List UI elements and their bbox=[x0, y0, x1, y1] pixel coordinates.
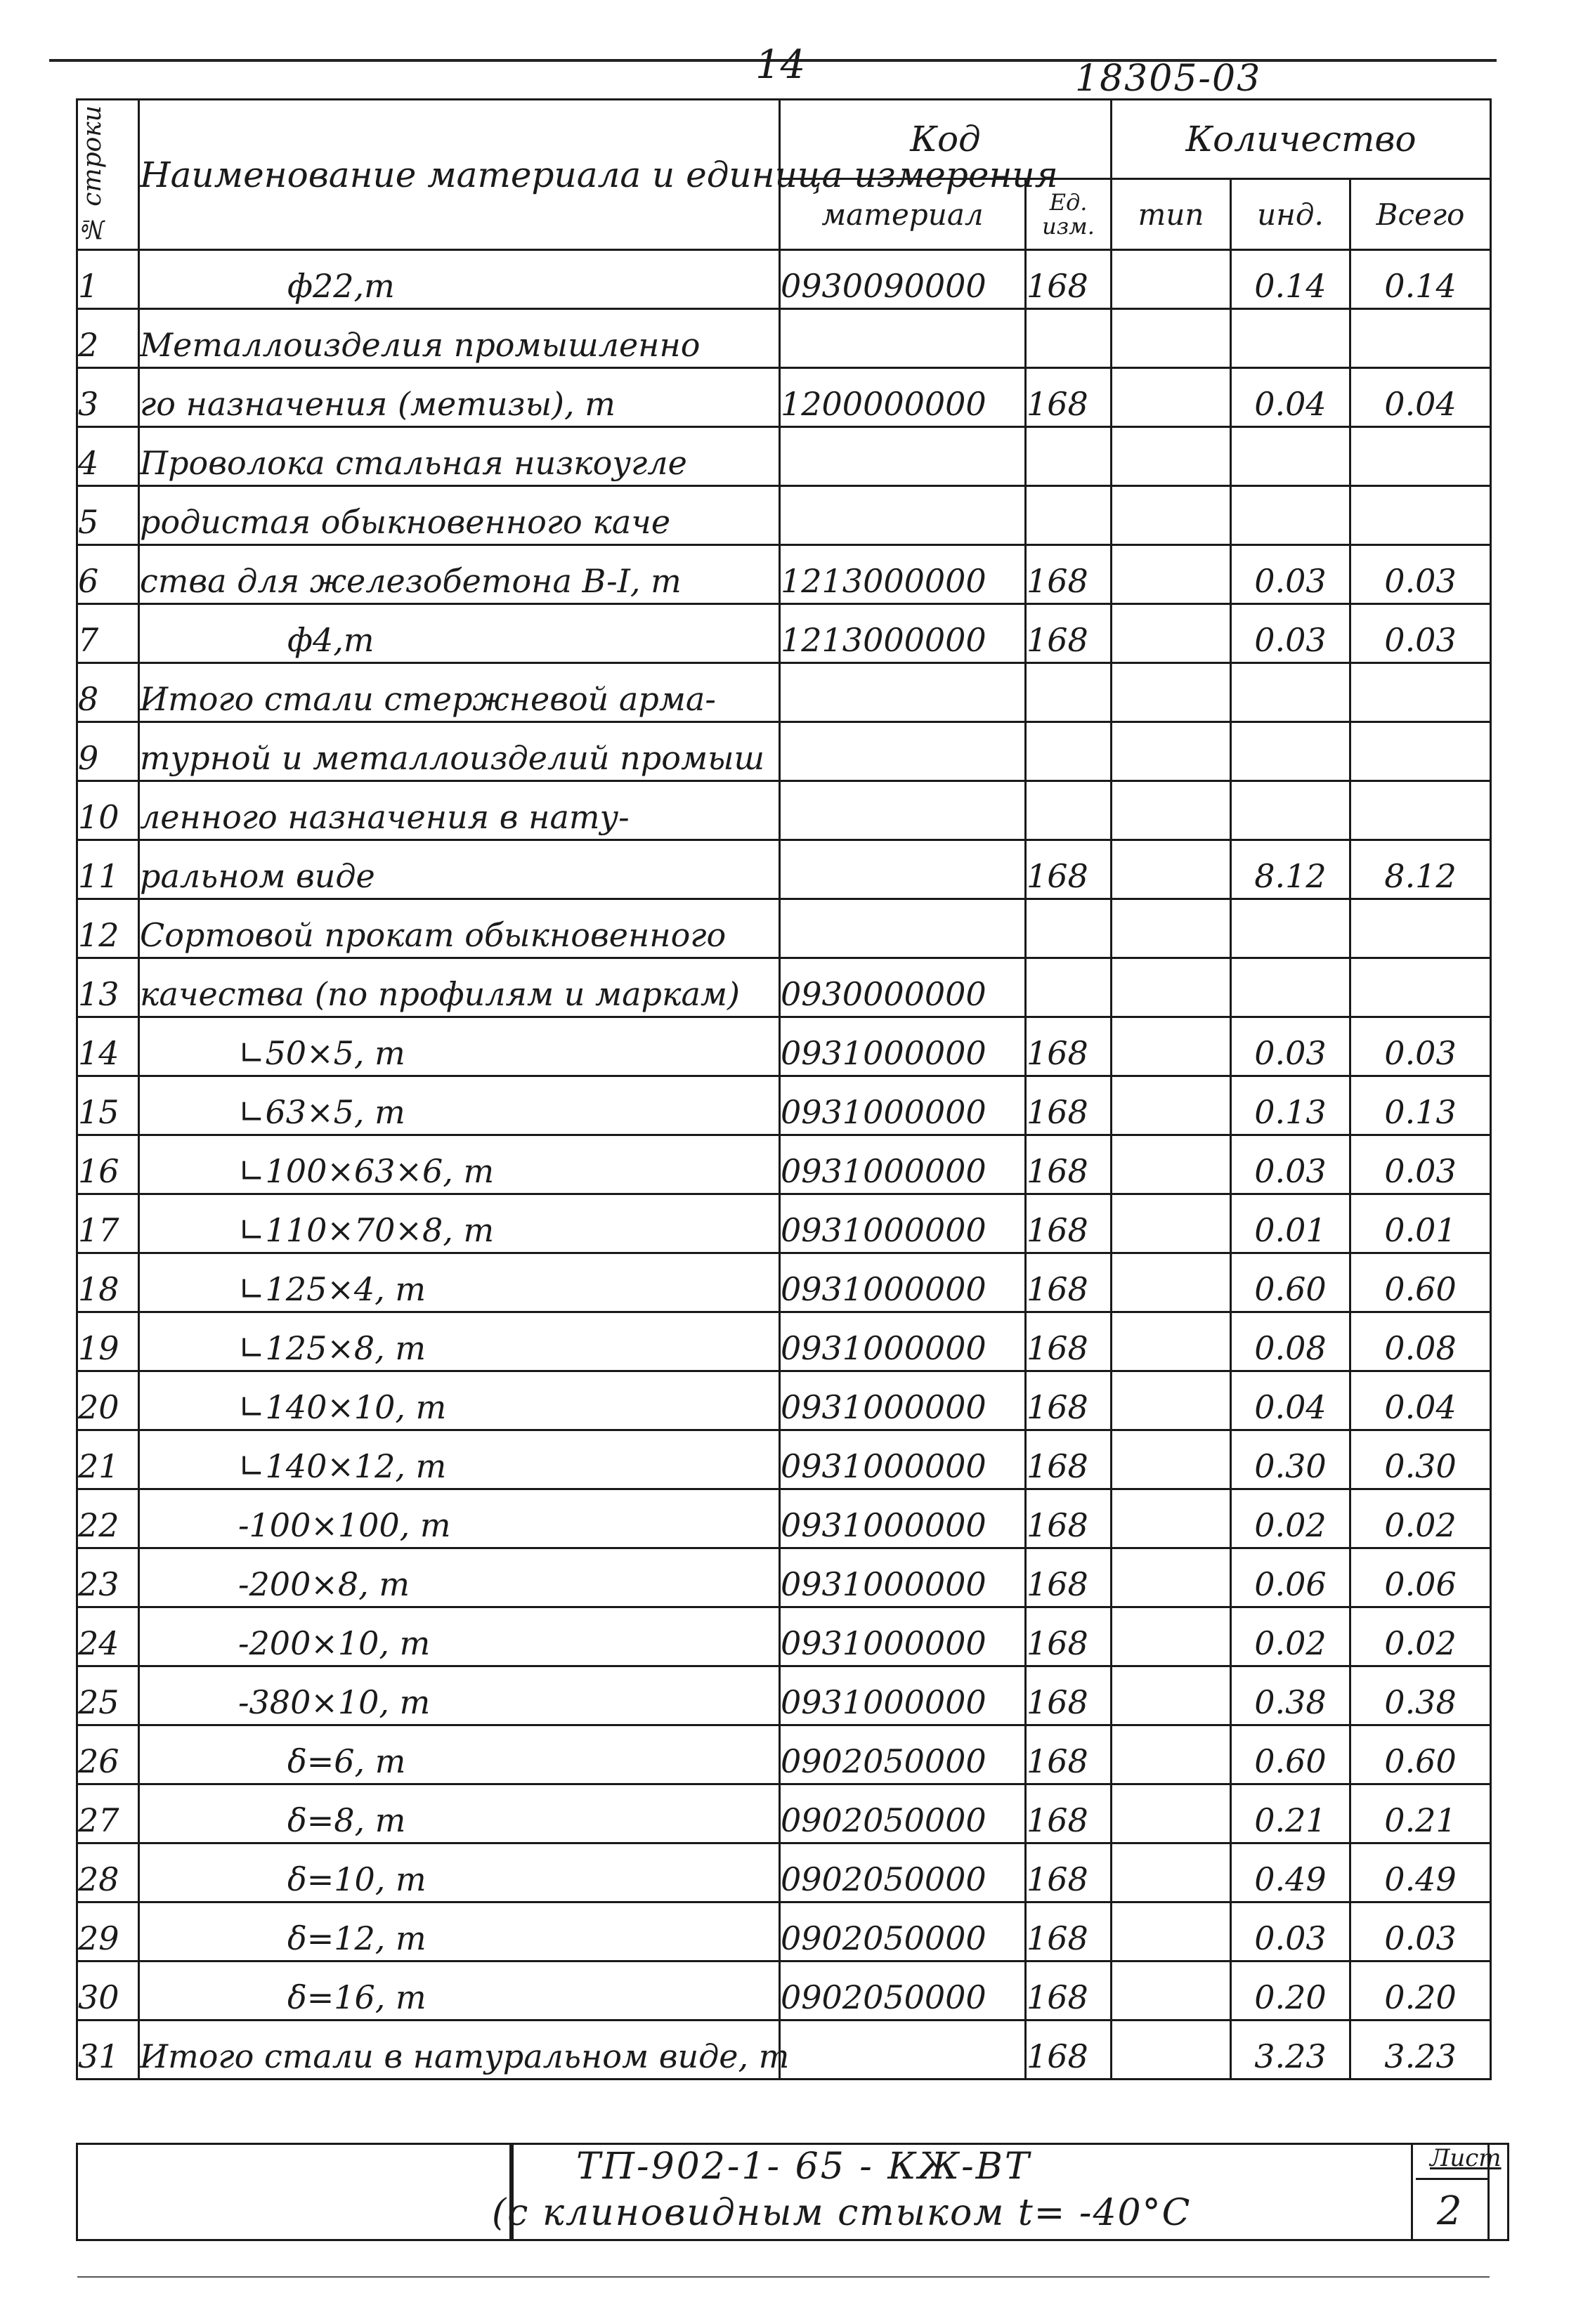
quantity-individual: 0.30 bbox=[1231, 1430, 1350, 1489]
quantity-type bbox=[1112, 486, 1231, 545]
material-name: родистая обыкновенного каче bbox=[139, 486, 780, 545]
table-row bbox=[77, 1194, 1491, 1253]
table-row bbox=[77, 840, 1491, 899]
row-number: 24 bbox=[77, 1607, 139, 1666]
quantity-individual bbox=[1231, 781, 1350, 840]
quantity-individual bbox=[1231, 486, 1350, 545]
quantity-total: 0.03 bbox=[1350, 1135, 1491, 1194]
row-number: 17 bbox=[77, 1194, 139, 1253]
material-code: 0931000000 bbox=[780, 1312, 1026, 1371]
unit-code: 168 bbox=[1026, 1253, 1112, 1312]
quantity-type bbox=[1112, 1194, 1231, 1253]
unit-code: 168 bbox=[1026, 368, 1112, 427]
material-code: 0931000000 bbox=[780, 1076, 1026, 1135]
quantity-total bbox=[1350, 663, 1491, 722]
quantity-individual: 0.02 bbox=[1231, 1607, 1350, 1666]
row-number: 26 bbox=[77, 1725, 139, 1784]
quantity-type bbox=[1112, 722, 1231, 781]
material-name: -200×8, т bbox=[139, 1548, 780, 1607]
quantity-individual: 0.60 bbox=[1231, 1253, 1350, 1312]
quantity-total: 0.01 bbox=[1350, 1194, 1491, 1253]
table-row bbox=[77, 1902, 1491, 1961]
material-name: ∟140×10, т bbox=[139, 1371, 780, 1430]
quantity-individual: 0.08 bbox=[1231, 1312, 1350, 1371]
unit-code bbox=[1026, 663, 1112, 722]
quantity-total bbox=[1350, 899, 1491, 958]
quantity-individual: 0.20 bbox=[1231, 1961, 1350, 2021]
table-row bbox=[77, 427, 1491, 486]
row-number: 1 bbox=[77, 250, 139, 309]
material-code: 0931000000 bbox=[780, 1489, 1026, 1548]
quantity-total bbox=[1350, 309, 1491, 368]
row-number: 20 bbox=[77, 1371, 139, 1430]
material-code: 1200000000 bbox=[780, 368, 1026, 427]
quantity-total: 0.04 bbox=[1350, 368, 1491, 427]
quantity-individual bbox=[1231, 899, 1350, 958]
row-number: 15 bbox=[77, 1076, 139, 1135]
material-name: ∟125×4, т bbox=[139, 1253, 780, 1312]
table-row bbox=[77, 2021, 1491, 2080]
document-code: 18305-03 bbox=[1075, 58, 1262, 100]
unit-code: 168 bbox=[1026, 1076, 1112, 1135]
unit-code bbox=[1026, 899, 1112, 958]
material-code: 0931000000 bbox=[780, 1194, 1026, 1253]
material-name: ∟125×8, т bbox=[139, 1312, 780, 1371]
unit-code: 168 bbox=[1026, 1666, 1112, 1725]
quantity-total: 0.02 bbox=[1350, 1489, 1491, 1548]
row-number: 27 bbox=[77, 1784, 139, 1843]
quantity-type bbox=[1112, 2021, 1231, 2080]
quantity-individual: 0.38 bbox=[1231, 1666, 1350, 1725]
material-code: 0931000000 bbox=[780, 1371, 1026, 1430]
row-number: 22 bbox=[77, 1489, 139, 1548]
quantity-type bbox=[1112, 840, 1231, 899]
table-row bbox=[77, 368, 1491, 427]
material-code: 0902050000 bbox=[780, 1902, 1026, 1961]
quantity-total bbox=[1350, 958, 1491, 1017]
quantity-total: 0.38 bbox=[1350, 1666, 1491, 1725]
row-number: 7 bbox=[77, 604, 139, 663]
quantity-header: Количество bbox=[1112, 100, 1491, 179]
material-name: -380×10, т bbox=[139, 1666, 780, 1725]
material-name: -200×10, т bbox=[139, 1607, 780, 1666]
material-code bbox=[780, 486, 1026, 545]
material-code: 1213000000 bbox=[780, 545, 1026, 604]
table-row bbox=[77, 309, 1491, 368]
table-row bbox=[77, 1312, 1491, 1371]
bottom-rule bbox=[77, 2276, 1490, 2278]
row-number: 30 bbox=[77, 1961, 139, 2021]
quantity-type bbox=[1112, 427, 1231, 486]
unit-code: 168 bbox=[1026, 1961, 1112, 2021]
unit-code: 168 bbox=[1026, 1312, 1112, 1371]
table-row bbox=[77, 1076, 1491, 1135]
quantity-individual: 0.49 bbox=[1231, 1843, 1350, 1902]
material-code: 0931000000 bbox=[780, 1548, 1026, 1607]
material-code bbox=[780, 840, 1026, 899]
quantity-individual: 0.03 bbox=[1231, 1902, 1350, 1961]
material-code: 0931000000 bbox=[780, 1135, 1026, 1194]
unit-code: 168 bbox=[1026, 1902, 1112, 1961]
unit-code: 168 bbox=[1026, 1489, 1112, 1548]
quantity-type bbox=[1112, 663, 1231, 722]
row-number-header: № строки bbox=[77, 100, 139, 250]
material-code: 0931000000 bbox=[780, 1253, 1026, 1312]
row-number: 11 bbox=[77, 840, 139, 899]
row-number: 21 bbox=[77, 1430, 139, 1489]
table-body bbox=[77, 250, 1491, 2080]
unit-code bbox=[1026, 427, 1112, 486]
quantity-individual: 0.01 bbox=[1231, 1194, 1350, 1253]
quantity-type bbox=[1112, 368, 1231, 427]
material-code: 0931000000 bbox=[780, 1430, 1026, 1489]
title-block-left bbox=[76, 2143, 512, 2241]
table-row bbox=[77, 545, 1491, 604]
table-row bbox=[77, 1843, 1491, 1902]
row-number: 6 bbox=[77, 545, 139, 604]
quantity-type bbox=[1112, 1784, 1231, 1843]
table-row bbox=[77, 722, 1491, 781]
quantity-individual: 3.23 bbox=[1231, 2021, 1350, 2080]
material-name: Итого стали стержневой арма- bbox=[139, 663, 780, 722]
material-code bbox=[780, 663, 1026, 722]
unit-code: 168 bbox=[1026, 840, 1112, 899]
quantity-type bbox=[1112, 1430, 1231, 1489]
quantity-type bbox=[1112, 1548, 1231, 1607]
type-header: тип bbox=[1112, 179, 1231, 250]
unit-code: 168 bbox=[1026, 1017, 1112, 1076]
quantity-total: 0.60 bbox=[1350, 1725, 1491, 1784]
quantity-total: 0.20 bbox=[1350, 1961, 1491, 2021]
quantity-type bbox=[1112, 1076, 1231, 1135]
table-row bbox=[77, 1489, 1491, 1548]
material-name: ф22,т bbox=[139, 250, 780, 309]
material-code: 1213000000 bbox=[780, 604, 1026, 663]
quantity-total: 0.03 bbox=[1350, 1902, 1491, 1961]
unit-code: 168 bbox=[1026, 1430, 1112, 1489]
material-name: ∟100×63×6, т bbox=[139, 1135, 780, 1194]
row-number: 13 bbox=[77, 958, 139, 1017]
unit-code: 168 bbox=[1026, 1371, 1112, 1430]
material-code bbox=[780, 899, 1026, 958]
unit-code: 168 bbox=[1026, 1135, 1112, 1194]
quantity-individual: 0.60 bbox=[1231, 1725, 1350, 1784]
row-number: 10 bbox=[77, 781, 139, 840]
quantity-total: 0.03 bbox=[1350, 604, 1491, 663]
material-code: 0931000000 bbox=[780, 1666, 1026, 1725]
quantity-individual: 0.03 bbox=[1231, 1017, 1350, 1076]
quantity-total: 0.30 bbox=[1350, 1430, 1491, 1489]
quantity-type bbox=[1112, 1017, 1231, 1076]
table-row bbox=[77, 1430, 1491, 1489]
unit-code bbox=[1026, 722, 1112, 781]
material-code bbox=[780, 781, 1026, 840]
quantity-individual: 0.02 bbox=[1231, 1489, 1350, 1548]
quantity-total: 0.13 bbox=[1350, 1076, 1491, 1135]
material-code: 0931000000 bbox=[780, 1607, 1026, 1666]
material-code: 0930090000 bbox=[780, 250, 1026, 309]
unit-code: 168 bbox=[1026, 250, 1112, 309]
material-code bbox=[780, 309, 1026, 368]
project-note: (с клиновидным стыком t= -40°С bbox=[492, 2192, 1192, 2234]
quantity-type bbox=[1112, 1253, 1231, 1312]
quantity-individual: 0.04 bbox=[1231, 368, 1350, 427]
quantity-type bbox=[1112, 1843, 1231, 1902]
row-number: 16 bbox=[77, 1135, 139, 1194]
quantity-total: 0.08 bbox=[1350, 1312, 1491, 1371]
quantity-individual bbox=[1231, 309, 1350, 368]
table-row bbox=[77, 1607, 1491, 1666]
material-code bbox=[780, 427, 1026, 486]
row-number: 28 bbox=[77, 1843, 139, 1902]
quantity-total: 0.60 bbox=[1350, 1253, 1491, 1312]
sheet-number: 2 bbox=[1437, 2188, 1462, 2234]
unit-code bbox=[1026, 486, 1112, 545]
row-number: 5 bbox=[77, 486, 139, 545]
quantity-total: 0.49 bbox=[1350, 1843, 1491, 1902]
material-code-header: материал bbox=[780, 179, 1026, 250]
total-header: Всего bbox=[1350, 179, 1491, 250]
row-number: 12 bbox=[77, 899, 139, 958]
sheet-divider bbox=[1416, 2178, 1490, 2180]
material-name: Итого стали в натуральном виде, т bbox=[139, 2021, 780, 2080]
material-code bbox=[780, 2021, 1026, 2080]
table-row bbox=[77, 1135, 1491, 1194]
material-name: ленного назначения в нату- bbox=[139, 781, 780, 840]
quantity-type bbox=[1112, 1607, 1231, 1666]
row-number: 31 bbox=[77, 2021, 139, 2080]
quantity-total: 0.21 bbox=[1350, 1784, 1491, 1843]
quantity-individual bbox=[1231, 722, 1350, 781]
quantity-total: 3.23 bbox=[1350, 2021, 1491, 2080]
material-name: δ=16, т bbox=[139, 1961, 780, 2021]
quantity-individual: 0.04 bbox=[1231, 1371, 1350, 1430]
row-number: 18 bbox=[77, 1253, 139, 1312]
material-name: го назначения (метизы), т bbox=[139, 368, 780, 427]
quantity-total bbox=[1350, 486, 1491, 545]
table-row bbox=[77, 1253, 1491, 1312]
quantity-total: 0.03 bbox=[1350, 545, 1491, 604]
material-name: ∟140×12, т bbox=[139, 1430, 780, 1489]
material-code: 0902050000 bbox=[780, 1961, 1026, 2021]
quantity-type bbox=[1112, 899, 1231, 958]
quantity-total bbox=[1350, 427, 1491, 486]
unit-code: 168 bbox=[1026, 1194, 1112, 1253]
quantity-type bbox=[1112, 1666, 1231, 1725]
quantity-total: 0.06 bbox=[1350, 1548, 1491, 1607]
material-name: ф4,т bbox=[139, 604, 780, 663]
table-row bbox=[77, 486, 1491, 545]
unit-code bbox=[1026, 309, 1112, 368]
quantity-type bbox=[1112, 1961, 1231, 2021]
quantity-total: 0.04 bbox=[1350, 1371, 1491, 1430]
project-code: ТП-902-1- 65 - КЖ-ВТ bbox=[576, 2146, 1031, 2188]
quantity-total: 0.14 bbox=[1350, 250, 1491, 309]
unit-code: 168 bbox=[1026, 1843, 1112, 1902]
table-row bbox=[77, 604, 1491, 663]
material-name: ства для железобетона B-I, т bbox=[139, 545, 780, 604]
quantity-total: 0.03 bbox=[1350, 1017, 1491, 1076]
quantity-total bbox=[1350, 781, 1491, 840]
material-name: δ=8, т bbox=[139, 1784, 780, 1843]
quantity-type bbox=[1112, 545, 1231, 604]
material-code: 0902050000 bbox=[780, 1784, 1026, 1843]
table-row bbox=[77, 1725, 1491, 1784]
row-number: 14 bbox=[77, 1017, 139, 1076]
code-header: Код bbox=[780, 100, 1112, 179]
quantity-individual: 0.03 bbox=[1231, 1135, 1350, 1194]
row-number: 29 bbox=[77, 1902, 139, 1961]
row-number: 3 bbox=[77, 368, 139, 427]
unit-code bbox=[1026, 958, 1112, 1017]
quantity-type bbox=[1112, 1135, 1231, 1194]
row-number: 19 bbox=[77, 1312, 139, 1371]
unit-code: 168 bbox=[1026, 2021, 1112, 2080]
table-row bbox=[77, 958, 1491, 1017]
material-name: δ=10, т bbox=[139, 1843, 780, 1902]
quantity-total: 8.12 bbox=[1350, 840, 1491, 899]
material-code: 0902050000 bbox=[780, 1725, 1026, 1784]
material-name: δ=6, т bbox=[139, 1725, 780, 1784]
table-row bbox=[77, 1666, 1491, 1725]
quantity-individual: 0.21 bbox=[1231, 1784, 1350, 1843]
quantity-individual bbox=[1231, 958, 1350, 1017]
quantity-individual: 0.14 bbox=[1231, 250, 1350, 309]
unit-header: Ед. изм. bbox=[1026, 179, 1112, 250]
table-row bbox=[77, 250, 1491, 309]
quantity-type bbox=[1112, 309, 1231, 368]
quantity-type bbox=[1112, 1312, 1231, 1371]
quantity-total bbox=[1350, 722, 1491, 781]
material-name: -100×100, т bbox=[139, 1489, 780, 1548]
table-row bbox=[77, 1017, 1491, 1076]
table-row bbox=[77, 1548, 1491, 1607]
individual-header: инд. bbox=[1231, 179, 1350, 250]
unit-code: 168 bbox=[1026, 545, 1112, 604]
row-number: 9 bbox=[77, 722, 139, 781]
quantity-type bbox=[1112, 958, 1231, 1017]
row-number: 2 bbox=[77, 309, 139, 368]
unit-code bbox=[1026, 781, 1112, 840]
material-code: 0930000000 bbox=[780, 958, 1026, 1017]
table-row bbox=[77, 781, 1491, 840]
material-name: δ=12, т bbox=[139, 1902, 780, 1961]
table-row bbox=[77, 1371, 1491, 1430]
unit-code: 168 bbox=[1026, 1784, 1112, 1843]
material-name: ральном виде bbox=[139, 840, 780, 899]
quantity-individual: 0.06 bbox=[1231, 1548, 1350, 1607]
material-name: Сортовой прокат обыкновенного bbox=[139, 899, 780, 958]
specification-table bbox=[76, 98, 1492, 2080]
material-name: ∟63×5, т bbox=[139, 1076, 780, 1135]
quantity-type bbox=[1112, 1489, 1231, 1548]
material-code: 0902050000 bbox=[780, 1843, 1026, 1902]
row-number: 4 bbox=[77, 427, 139, 486]
name-header: Наименование материала и единица измерения bbox=[139, 100, 780, 250]
table-row bbox=[77, 899, 1491, 958]
material-code: 0931000000 bbox=[780, 1017, 1026, 1076]
quantity-type bbox=[1112, 250, 1231, 309]
unit-code: 168 bbox=[1026, 1607, 1112, 1666]
material-code bbox=[780, 722, 1026, 781]
row-number: 8 bbox=[77, 663, 139, 722]
material-name: Проволока стальная низкоугле bbox=[139, 427, 780, 486]
material-name: Металлоизделия промышленно bbox=[139, 309, 780, 368]
quantity-total: 0.02 bbox=[1350, 1607, 1491, 1666]
sheet-label: Лист bbox=[1430, 2144, 1502, 2172]
row-number: 23 bbox=[77, 1548, 139, 1607]
material-name: ∟110×70×8, т bbox=[139, 1194, 780, 1253]
table-row bbox=[77, 1784, 1491, 1843]
row-number: 25 bbox=[77, 1666, 139, 1725]
page-number: 14 bbox=[755, 42, 806, 88]
quantity-type bbox=[1112, 1902, 1231, 1961]
quantity-type bbox=[1112, 781, 1231, 840]
quantity-type bbox=[1112, 604, 1231, 663]
table-row bbox=[77, 663, 1491, 722]
unit-code: 168 bbox=[1026, 1548, 1112, 1607]
table-row bbox=[77, 1961, 1491, 2021]
unit-code: 168 bbox=[1026, 1725, 1112, 1784]
unit-code: 168 bbox=[1026, 604, 1112, 663]
quantity-individual: 0.13 bbox=[1231, 1076, 1350, 1135]
material-name: качества (по профилям и маркам) bbox=[139, 958, 780, 1017]
quantity-individual: 0.03 bbox=[1231, 604, 1350, 663]
material-name: турной и металлоизделий промыш bbox=[139, 722, 780, 781]
quantity-individual bbox=[1231, 427, 1350, 486]
quantity-individual bbox=[1231, 663, 1350, 722]
quantity-individual: 8.12 bbox=[1231, 840, 1350, 899]
quantity-individual: 0.03 bbox=[1231, 545, 1350, 604]
material-name: ∟50×5, т bbox=[139, 1017, 780, 1076]
quantity-type bbox=[1112, 1371, 1231, 1430]
quantity-type bbox=[1112, 1725, 1231, 1784]
